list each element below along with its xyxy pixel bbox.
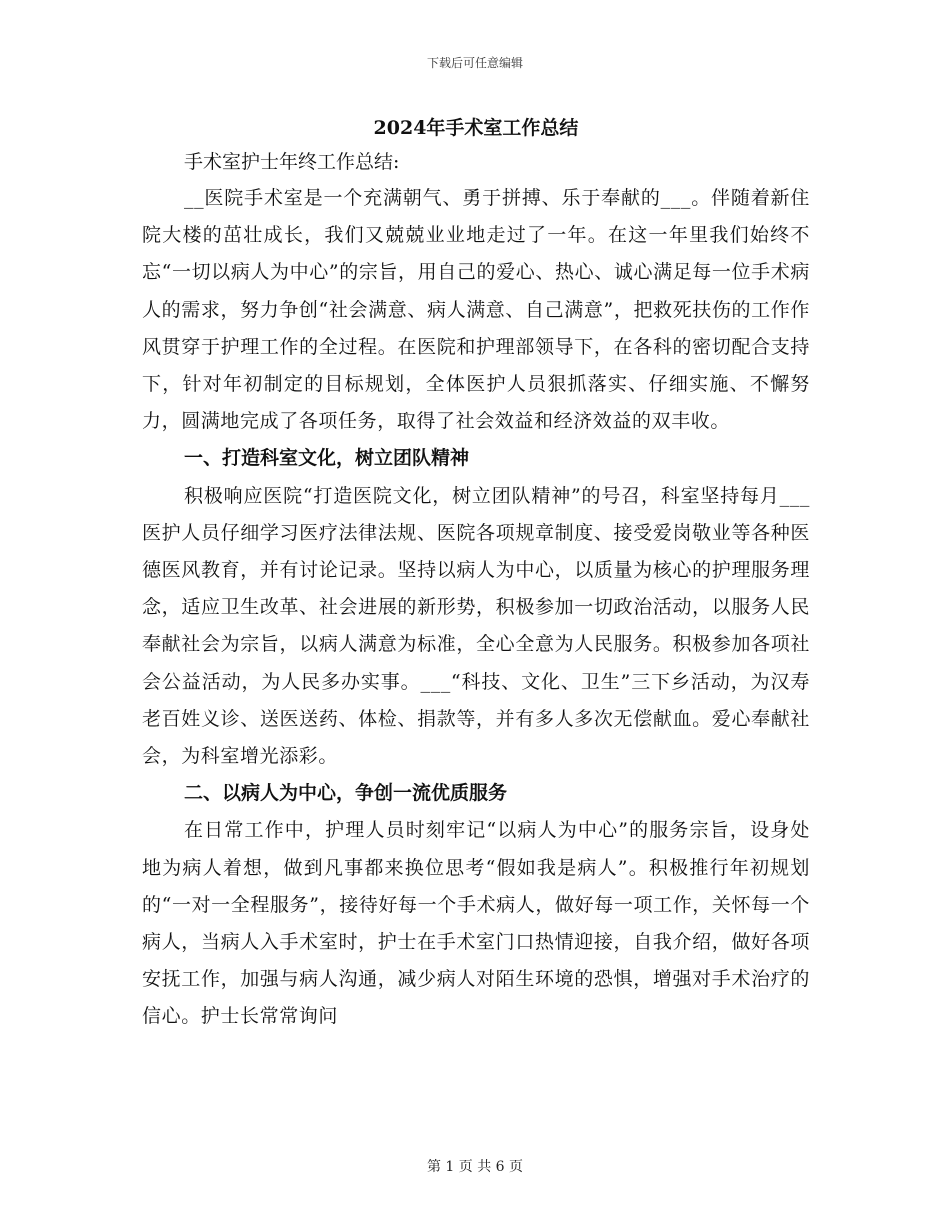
document-title: 2024年手术室工作总结 <box>373 117 579 139</box>
page-number-footer: 第 1 页 共 6 页 <box>426 1159 524 1175</box>
section-heading-1: 一、打造科室文化，树立团队精神 <box>184 447 470 470</box>
section-heading-2: 二、以病人为中心，争创一流优质服务 <box>184 782 508 805</box>
document-body <box>142 112 810 1036</box>
document-subtitle: 手术室护士年终工作总结: <box>184 151 400 173</box>
section-paragraph-2: 在日常工作中，护理人员时刻牢记“以病人为中心”的服务宗旨，设身处地为病人着想，做到凡事都来换位思考“假如我是病人”。积极推行年初规划的“一对一全程服务”，接待好每一个手术病人，做好每一项工作，关怀每一个病人，当病人入手术室时，护士在手术室门口热情迎接，自我介绍，做好各项安抚工作，加强与病人沟通，减少病人对陌生环境的恐惧，增强对手术治疗的信心。护士长常常询问 <box>142 819 810 1028</box>
page-header-note: 下载后可任意编辑 <box>426 56 523 70</box>
intro-paragraph: __医院手术室是一个充满朝气、勇于拼搏、乐于奉献的___。伴随着新住院大楼的茁壮成长，我们又兢兢业业地走过了一年。在这一年里我们始终不忘“一切以病人为中心”的宗旨，用自己的爱心、热心、诚心满足每一位手术病人的需求，努力争创“社会满意、病人满意、自己满意”，把救死扶伤的工作作风贯穿于护理工作的全过程。在医院和护理部领导下，在各科的密切配合支持下，针对年初制定的目标规划，全体医护人员狠抓落实、仔细实施、不懈努力，圆满地完成了各项任务，取得了社会效益和经济效益的双丰收。 <box>142 187 810 433</box>
section-paragraph-1: 积极响应医院“打造医院文化，树立团队精神”的号召，科室坚持每月___医护人员仔细学习医疗法律法规、医院各项规章制度、接受爱岗敬业等各种医德医风教育，并有讨论记录。坚持以病人为中心，以质量为核心的护理服务理念，适应卫生改革、社会进展的新形势，积极参加一切政治活动，以服务人民奉献社会为宗旨，以病人满意为标准，全心全意为人民服务。积极参加各项社会公益活动，为人民多办实事。___“科技、文化、卫生”三下乡活动，为汉寿老百姓义诊、送医送药、体检、捐款等，并有多人多次无偿献血。爱心奉献社会，为科室增光添彩。 <box>142 484 810 768</box>
